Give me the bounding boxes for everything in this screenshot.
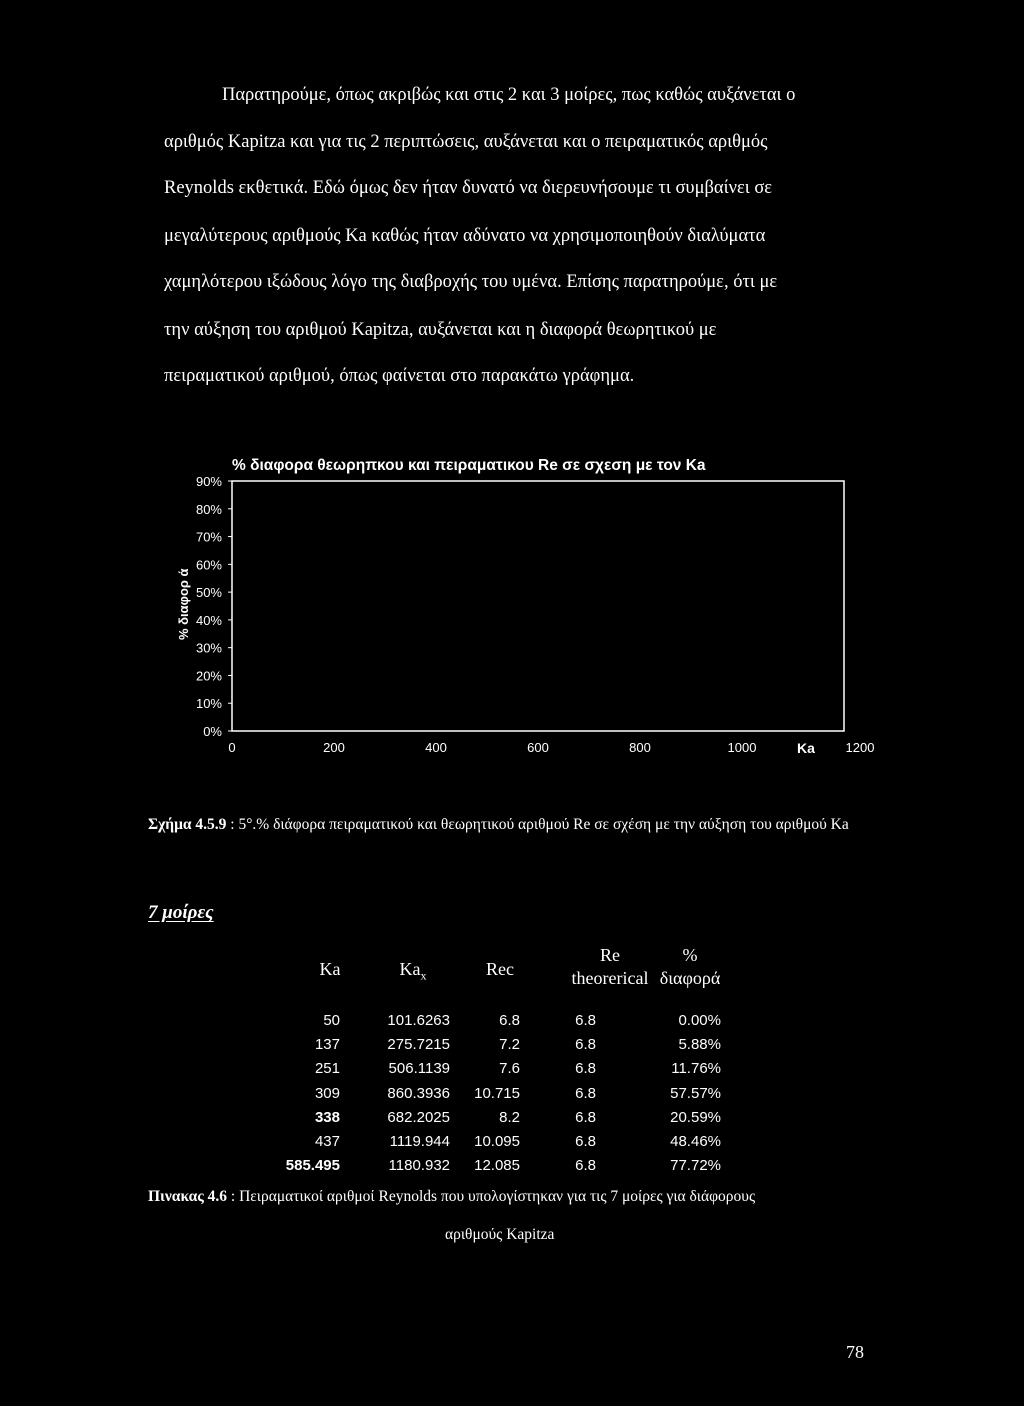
table-cell: 6.8 xyxy=(575,1060,596,1078)
table-cell: 7.2 xyxy=(499,1036,520,1054)
table-cell: 585.495 xyxy=(285,1157,340,1175)
table-cell: 682.2025 xyxy=(387,1108,450,1126)
paragraph-line: αριθμός Kapitza και για τις 2 περιπτώσεις, αυξάνεται και ο πειραματικός αριθμός xyxy=(164,132,768,152)
table-header-kax-base: Κa xyxy=(399,959,421,979)
y-axis xyxy=(196,474,232,739)
table-cell: 10.095 xyxy=(474,1133,520,1150)
figure-caption-label: Σχήμα 4.5.9 xyxy=(148,816,227,833)
table-caption-line1: : Πειραματικοί αριθμοί Reynolds που υπολογίστηκαν για τις 7 μοίρες για διάφορους xyxy=(227,1188,756,1205)
table-cell: 48.46% xyxy=(670,1133,721,1150)
table-cell: 506.1139 xyxy=(388,1060,450,1078)
table-cell: 6.8 xyxy=(575,1133,596,1150)
y-tick-label: 90% xyxy=(195,474,222,489)
y-tick-label: 0% xyxy=(203,724,222,739)
table-cell: 338 xyxy=(314,1108,340,1126)
x-tick-label: 1200 xyxy=(845,740,875,755)
x-tick-label: 600 xyxy=(527,740,549,755)
table-header-theorerical: theorerical xyxy=(571,967,649,988)
table-header-rec: Rec xyxy=(486,959,514,979)
table-cell: 6.8 xyxy=(575,1012,596,1029)
table-header-kax xyxy=(378,958,448,984)
y-tick-label: 60% xyxy=(195,557,222,573)
table-cell: 309 xyxy=(314,1084,340,1102)
table-cell: 137 xyxy=(314,1036,340,1054)
table-heading: 7 μοίρες xyxy=(148,902,214,923)
figure-caption xyxy=(148,816,849,834)
table-header-percent xyxy=(650,944,730,989)
paragraph-line: μεγαλύτερους αριθμούς Κa καθώς ήταν αδύνατο να χρησιμοποιηθούν διαλύματα xyxy=(164,226,766,246)
table-cell: 101.6263 xyxy=(387,1012,450,1029)
table-cell: 12.085 xyxy=(474,1157,520,1175)
table-cell: 6.8 xyxy=(575,1084,596,1102)
table-cell: 1119.944 xyxy=(389,1133,450,1150)
table-cell: 6.8 xyxy=(575,1157,596,1175)
table-cell: 6.8 xyxy=(575,1036,596,1054)
paragraph-line: χαμηλότερου ιξώδους λόγο της διαβροχής του υμένα. Επίσης παρατηρούμε, ότι με xyxy=(164,272,778,292)
table-cell: 6.8 xyxy=(575,1108,596,1126)
x-tick-label: 800 xyxy=(629,740,651,755)
table-cell: 10.715 xyxy=(474,1084,520,1102)
y-tick-label: 70% xyxy=(195,529,222,545)
table-header-ka: Κa xyxy=(319,959,341,979)
table-cell: 7.6 xyxy=(499,1060,520,1078)
table-caption-line2: αριθμούς Kapitza xyxy=(445,1226,555,1243)
y-tick-label: 30% xyxy=(195,640,222,656)
table-header-percent-symbol: % xyxy=(682,945,698,965)
table-header-diafora: διαφορά xyxy=(659,967,721,988)
plot-area xyxy=(232,481,844,731)
table-caption xyxy=(148,1188,755,1206)
table-cell: 1180.932 xyxy=(388,1157,450,1175)
y-tick-label: 20% xyxy=(195,668,222,684)
table-cell: 0.00% xyxy=(678,1012,721,1029)
chart-title: % διαφορα θεωρηπκου και πειραματικου Re σε σχεση με τον Κa xyxy=(232,457,706,474)
y-tick-label: 10% xyxy=(195,696,222,712)
y-axis-label: % διαφορ ά xyxy=(176,568,191,640)
table-cell: 5.88% xyxy=(678,1036,721,1054)
table-header-re: Re xyxy=(600,945,620,965)
page-number: 78 xyxy=(846,1342,864,1362)
figure-caption-text: : 5°.% διάφορα πειραματικού και θεωρητικού αριθμού Re σε σχέση με την αύξηση του αριθμού Κa xyxy=(226,816,849,833)
table-cell: 860.3936 xyxy=(387,1084,450,1102)
y-tick-label: 80% xyxy=(195,501,222,517)
table-cell: 6.8 xyxy=(499,1012,520,1029)
table-cell: 57.57% xyxy=(670,1084,721,1102)
table-cell: 77.72% xyxy=(670,1157,721,1175)
x-axis-label: Κa xyxy=(797,740,815,756)
x-tick-label: 0 xyxy=(228,740,236,755)
table-cell: 20.59% xyxy=(670,1108,721,1126)
table-header-re-theoretical xyxy=(568,944,652,989)
paragraph-line: Reynolds εκθετικά. Εδώ όμως δεν ήταν δυνατό να διερευνήσουμε τι συμβαίνει σε xyxy=(164,178,773,198)
x-tick-label: 200 xyxy=(323,740,345,755)
table-caption-label: Πινακας 4.6 xyxy=(148,1188,228,1205)
x-axis xyxy=(228,740,874,755)
table-cell: 11.76% xyxy=(671,1060,721,1078)
table-cell: 50 xyxy=(323,1012,340,1029)
table-header-kax-sub: x xyxy=(420,968,427,983)
y-tick-label: 40% xyxy=(195,612,222,628)
x-tick-label: 1000 xyxy=(727,740,757,755)
table-cell: 251 xyxy=(314,1060,340,1078)
table-cell: 275.7215 xyxy=(387,1036,450,1054)
x-tick-label: 400 xyxy=(425,740,447,755)
table-cell: 8.2 xyxy=(499,1108,520,1126)
paragraph-line: Παρατηρούμε, όπως ακριβώς και στις 2 και 3 μοίρες, πως καθώς αυξάνεται ο xyxy=(222,85,796,105)
y-tick-label: 50% xyxy=(195,585,222,601)
paragraph-line: πειραματικού αριθμού, όπως φαίνεται στο παρακάτω γράφημα. xyxy=(164,366,635,386)
table-cell: 437 xyxy=(314,1133,340,1150)
paragraph-line: την αύξηση του αριθμού Kapitza, αυξάνεται και η διαφορά θεωρητικού με xyxy=(164,320,717,340)
